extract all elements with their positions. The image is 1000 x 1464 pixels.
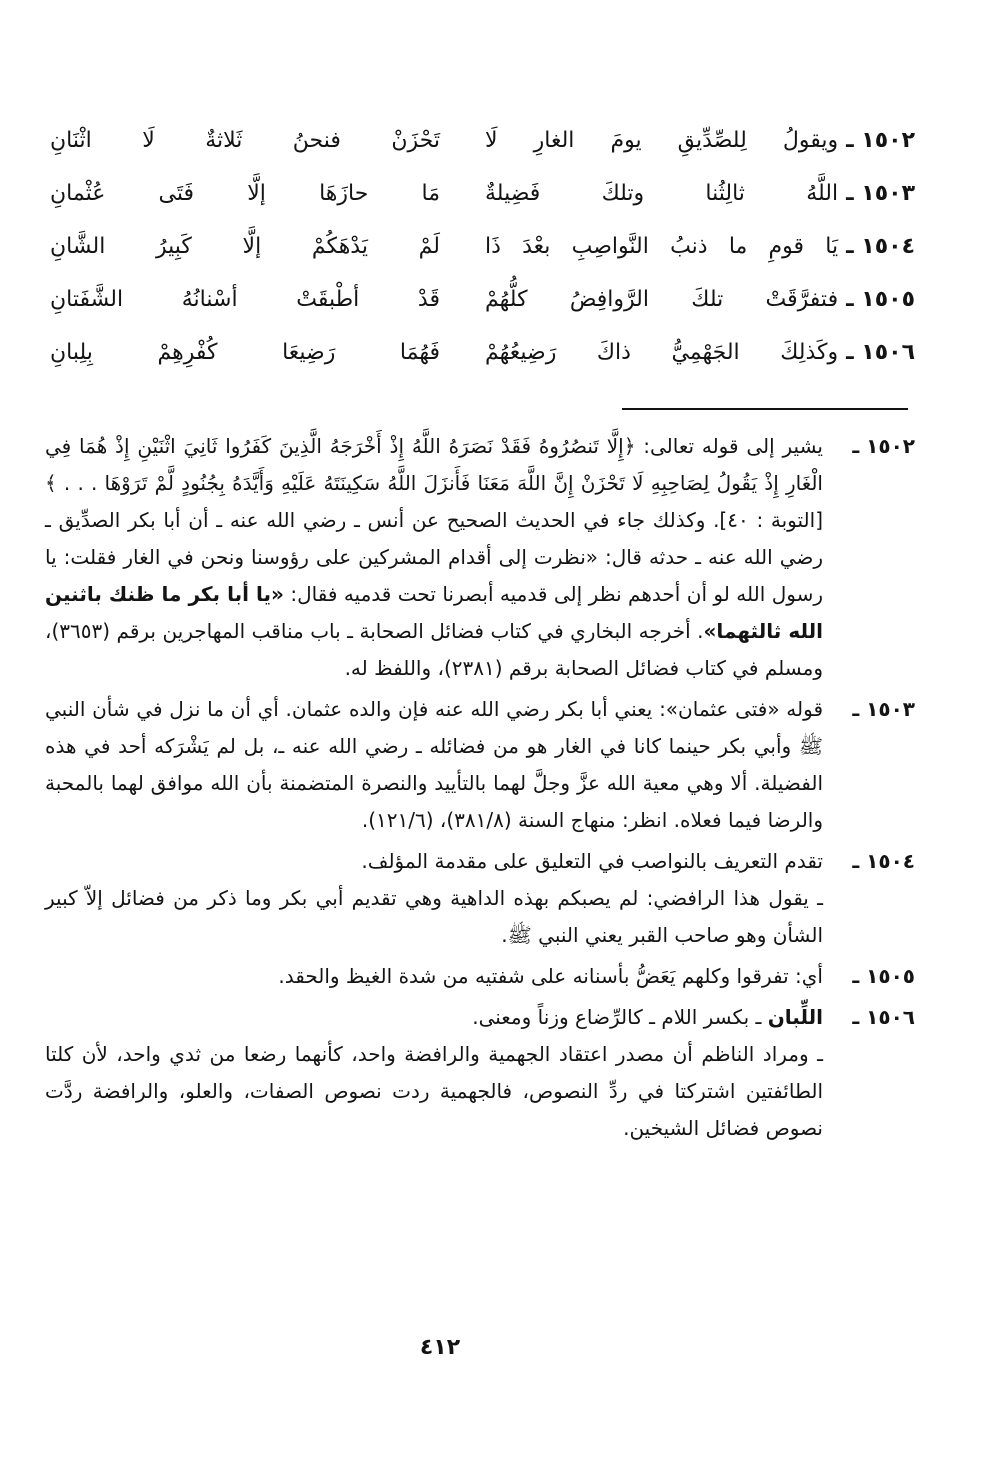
- footnotes: [45, 428, 915, 1151]
- verse-first-hemistich: [485, 287, 915, 312]
- verse-first-text: ويقولُ لِلصِّدِّيقِ يومَ الغارِ لَا: [485, 128, 839, 153]
- footnote-1504: [45, 843, 915, 954]
- footnote-paragraph: أي: تفرقوا وكلهم يَعَضُّ بأسنانه على شفتيه من شدة الغيظ والحقد.: [278, 964, 823, 988]
- footnote-reference: . أخرجه البخاري في كتاب فضائل الصحابة ـ باب مناقب المهاجرين برقم (٣٦٥٣)، ومسلم في كتاب فضائل الصحابة برقم (٢٣٨١)، واللفظ له.: [45, 619, 823, 680]
- verse-first-text: فتفرَّقَتْ تلكَ الرَّوافِضُ كلُّهُمْ: [485, 287, 839, 312]
- verse-number: ١٥٠٤ ـ: [846, 234, 915, 259]
- verse-number: ١٥٠٥ ـ: [846, 287, 915, 312]
- verse-second-hemistich: مَا حازَهَا إلَّا فَتَى عُثْمانِ: [50, 181, 440, 206]
- verse-number: ١٥٠٦ ـ: [846, 340, 915, 365]
- verse-1506: [50, 326, 915, 379]
- footnote-paragraph: [45, 428, 823, 687]
- verse-second-hemistich: فَهُمَا رَضِيعَا كُفْرِهِمْ بِلِبانِ: [50, 340, 440, 365]
- verse-second-hemistich: تَحْزَنْ فنحنُ ثَلاثةٌ لَا اثْنَانِ: [50, 128, 440, 153]
- verse-first-text: وكَذلِكَ الجَهْمِيُّ ذاكَ رَضِيعُهُمْ: [485, 340, 839, 365]
- footnote-number: ١٥٠٦ ـ: [852, 1005, 915, 1029]
- footnote-body: [45, 843, 823, 954]
- footnote-paragraph: ـ يقول هذا الرافضي: لم يصبكم بهذه الداهية وهي تقديم أبي بكر وما ذكر من فضائل إلاّ كبير الشأن وهو صاحب القبر يعني النبي ﷺ.: [45, 886, 823, 947]
- footnote-paragraph: قوله «فتى عثمان»: يعني أبا بكر رضي الله عنه فإن والده عثمان. أي أن ما نزل في شأن النبي ﷺ وأبي بكر حينما كانا في الغار هو من فضائله ـ رضي الله عنه ـ، بل لم يَشْرَكه أحد في هذه الفضيلة. ألا وهي معية الله عزَّ وجلَّ لهما بالتأييد والنصرة المتضمنة بأن الله موافق لهما بالمحبة والرضا فيما فعلاه. انظر: منهاج السنة (٣٨١/٨)، (١٢١/٦).: [45, 697, 823, 832]
- poem-verses: [50, 114, 915, 379]
- verse-first-hemistich: [485, 128, 915, 153]
- footnote-body: [45, 691, 823, 839]
- footnote-text: [التوبة : ٤٠]. وكذلك جاء في الحديث الصحيح عن أنس ـ رضي الله عنه ـ أن أبا بكر الصدِّيق ـ رضي الله عنه ـ حدثه قال: «نظرت إلى أقدام المشركين على رؤوسنا ونحن في الغار فقلت: يا رسول الله لو أن أحدهم نظر إلى قدميه أبصرنا تحت قدميه فقال:: [45, 508, 823, 606]
- footnote-number: ١٥٠٤ ـ: [852, 849, 915, 873]
- verse-second-hemistich: قَدْ أطْبقَتْ أسْنانُهُ الشَّفَتانِ: [50, 287, 440, 312]
- verse-1502: [50, 114, 915, 167]
- footnote-1502: [45, 428, 915, 687]
- verse-1504: [50, 220, 915, 273]
- verse-first-hemistich: [485, 181, 915, 206]
- footnote-number: ١٥٠٣ ـ: [852, 697, 915, 721]
- footnote-1506: [45, 999, 915, 1147]
- footnote-intro: يشير إلى قوله تعالى:: [635, 434, 823, 458]
- verse-number: ١٥٠٣ ـ: [846, 181, 915, 206]
- verse-first-hemistich: [485, 340, 915, 365]
- footnote-paragraph: تقدم التعريف بالنواصب في التعليق على مقدمة المؤلف.: [361, 849, 823, 873]
- hadith-quote: «يا أبا بكر ما ظنك باثنين الله ثالثهما»: [45, 582, 823, 643]
- verse-1503: [50, 167, 915, 220]
- footnote-number: ١٥٠٥ ـ: [852, 964, 915, 988]
- verse-1505: [50, 273, 915, 326]
- defined-term: اللِّبان: [767, 1005, 823, 1029]
- footnote-number: ١٥٠٢ ـ: [852, 434, 915, 458]
- footnote-1503: [45, 691, 915, 839]
- verse-first-hemistich: [485, 234, 915, 259]
- footnote-text: ـ بكسر اللام ـ كالرِّضاع وزناً ومعنى.: [472, 1005, 768, 1029]
- verse-number: ١٥٠٢ ـ: [846, 128, 915, 153]
- footnote-1505: [45, 958, 915, 995]
- footnote-body: [45, 428, 823, 687]
- verse-first-text: اللَّهُ ثالِثُنا وتلكَ فَضِيلةٌ: [485, 181, 839, 206]
- verse-second-hemistich: لَمْ يَدْهَكُمْ إلَّا كَبِيرُ الشَّانِ: [50, 234, 440, 259]
- verse-first-text: يَا قومِ ما ذنبُ النَّواصِبِ بعْدَ ذَا: [485, 234, 839, 259]
- quran-verse: ﴿إِلَّا تَنصُرُوهُ فَقَدْ نَصَرَهُ اللَّهُ إِذْ أَخْرَجَهُ الَّذِينَ كَفَرُوا ثَانِيَ اثْنَيْنِ إِذْ هُمَا فِي الْغَارِ إِذْ يَقُولُ لِصَاحِبِهِ لَا تَحْزَنْ إِنَّ اللَّهَ مَعَنَا فَأَنزَلَ اللَّهُ سَكِينَتَهُ عَلَيْهِ وَأَيَّدَهُ بِجُنُودٍ لَّمْ تَرَوْهَا . . . ﴾: [45, 434, 823, 495]
- page-number: ٤١٢: [419, 1335, 461, 1360]
- footnote-separator: [622, 408, 908, 410]
- footnote-paragraph: ـ ومراد الناظم أن مصدر اعتقاد الجهمية والرافضة واحد، كأنهما رضعا من ثدي واحد، لأن كلتا الطائفتين اشتركتا في ردِّ النصوص، فالجهمية ردت نصوص الصفات، والعلو، والرافضة ردَّت نصوص فضائل الشيخين.: [45, 1042, 823, 1140]
- footnote-paragraph: [45, 999, 823, 1036]
- footnote-body: [45, 999, 823, 1147]
- footnote-body: [45, 958, 823, 995]
